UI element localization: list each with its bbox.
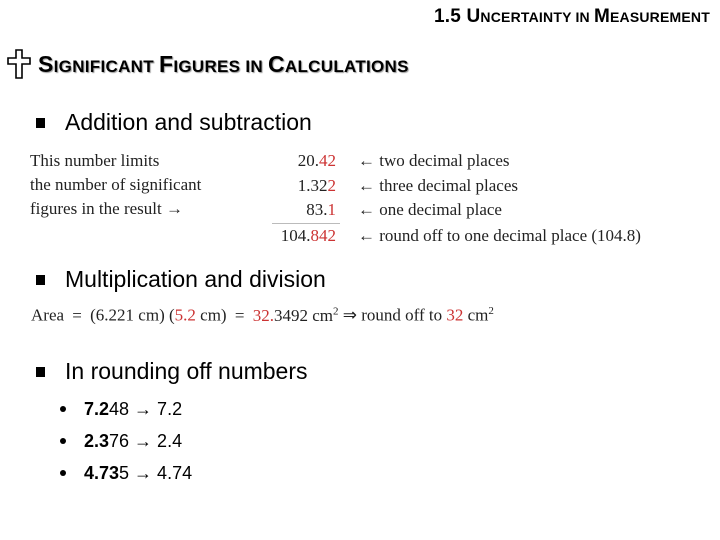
- item-significant: 2.3: [84, 430, 110, 451]
- eq-final-value: 32: [446, 305, 464, 325]
- row-note: ← round off to one decimal place (104.8): [358, 225, 641, 245]
- implies-arrow: ⇒: [342, 305, 357, 325]
- dot-bullet-icon: [60, 438, 66, 444]
- side-note-line: This number limits: [30, 151, 160, 170]
- rounding-list: [60, 393, 192, 489]
- eq-round-text: round off to: [361, 305, 443, 325]
- row-number: [272, 174, 336, 199]
- square-bullet-icon: [36, 367, 45, 377]
- slide-title-row: [6, 48, 409, 80]
- eq-factor-2: [169, 306, 227, 325]
- addition-side-note: [30, 149, 201, 221]
- item-rest: 5 → 4.74: [119, 462, 193, 483]
- title-letter-run: U: [466, 6, 481, 27]
- item-significant: 7.2: [84, 398, 110, 419]
- row-number: [272, 224, 336, 249]
- slide-title: [38, 51, 409, 78]
- eq-superscript: 2: [488, 305, 494, 317]
- number-highlight: 1: [327, 200, 336, 219]
- eq-unit: cm): [195, 305, 227, 325]
- chapter-header: [434, 6, 710, 28]
- eq-equals: =: [234, 305, 245, 325]
- eq-factor-1: [90, 306, 165, 325]
- square-bullet-icon: [36, 275, 45, 285]
- row-number: [272, 198, 336, 223]
- multiplication-heading: Multiplication and division: [65, 266, 326, 292]
- row-note: ← two decimal places: [358, 151, 510, 170]
- number-part: 83.: [306, 200, 328, 219]
- row-note: ← one decimal place: [358, 200, 502, 219]
- title-letter-run: N: [579, 9, 590, 25]
- title-letter-run: I: [575, 9, 580, 25]
- eq-area-label: Area: [31, 305, 65, 325]
- eq-unit: cm: [307, 305, 333, 325]
- addition-row: [272, 198, 641, 223]
- row-number: [272, 149, 336, 174]
- chapter-title: [467, 6, 711, 27]
- eq-paren: (: [168, 305, 175, 325]
- eq-paren: (: [90, 305, 96, 325]
- title-letter-run: IGNIFICANT: [53, 56, 154, 76]
- bullet-rounding: [32, 358, 308, 385]
- item-significant: 4.73: [84, 462, 120, 483]
- title-letter-run: IGURES: [173, 56, 241, 76]
- title-letter-run: NCERTAINTY: [480, 9, 572, 25]
- list-item: [60, 393, 192, 425]
- title-letter-run: F: [158, 50, 174, 77]
- eq-equals: =: [72, 305, 82, 325]
- title-letter-run: IN: [245, 56, 263, 76]
- list-item: [60, 425, 192, 457]
- dot-bullet-icon: [60, 470, 66, 476]
- addition-heading: Addition and subtraction: [65, 109, 312, 135]
- eq-value: 6.221 cm): [95, 305, 165, 325]
- rounding-heading: In rounding off numbers: [65, 358, 308, 384]
- side-note-line: the number of significant: [30, 175, 202, 194]
- number-part: 20.: [297, 151, 319, 170]
- title-letter-run: S: [38, 50, 54, 77]
- title-letter-run: ALCULATIONS: [284, 56, 409, 76]
- side-note-line: figures in the result →: [30, 199, 183, 218]
- addition-row: [272, 174, 641, 199]
- addition-row: [272, 224, 641, 249]
- cross-bullet-icon: [6, 48, 32, 80]
- title-letter-run: EASUREMENT: [609, 9, 710, 25]
- title-letter-run: M: [593, 6, 610, 27]
- eq-result-part: 32.: [252, 305, 274, 325]
- row-note: ← three decimal places: [358, 175, 519, 195]
- eq-value-highlight: 5.2: [174, 305, 196, 325]
- dot-bullet-icon: [60, 406, 66, 412]
- number-part: 1.32: [297, 175, 328, 195]
- area-equation: [31, 305, 494, 326]
- item-rest: 76 → 2.4: [109, 430, 183, 451]
- eq-result-rest: 3492: [273, 305, 308, 325]
- item-rest: 48 → 7.2: [109, 398, 183, 419]
- square-bullet-icon: [36, 118, 45, 128]
- addition-table: [272, 149, 641, 248]
- eq-result: [253, 306, 339, 325]
- list-item: [60, 457, 192, 489]
- number-highlight: 842: [310, 225, 336, 245]
- number-highlight: 2: [327, 175, 336, 195]
- chapter-number: 1.5: [434, 6, 462, 27]
- title-letter-run: C: [267, 50, 285, 77]
- bullet-addition: [32, 109, 312, 136]
- eq-unit: cm: [463, 305, 489, 325]
- bullet-multiplication: [32, 266, 326, 293]
- eq-superscript: 2: [332, 305, 339, 317]
- number-highlight: 42: [319, 151, 336, 170]
- number-part: 104.: [280, 225, 311, 245]
- addition-row: [272, 149, 641, 174]
